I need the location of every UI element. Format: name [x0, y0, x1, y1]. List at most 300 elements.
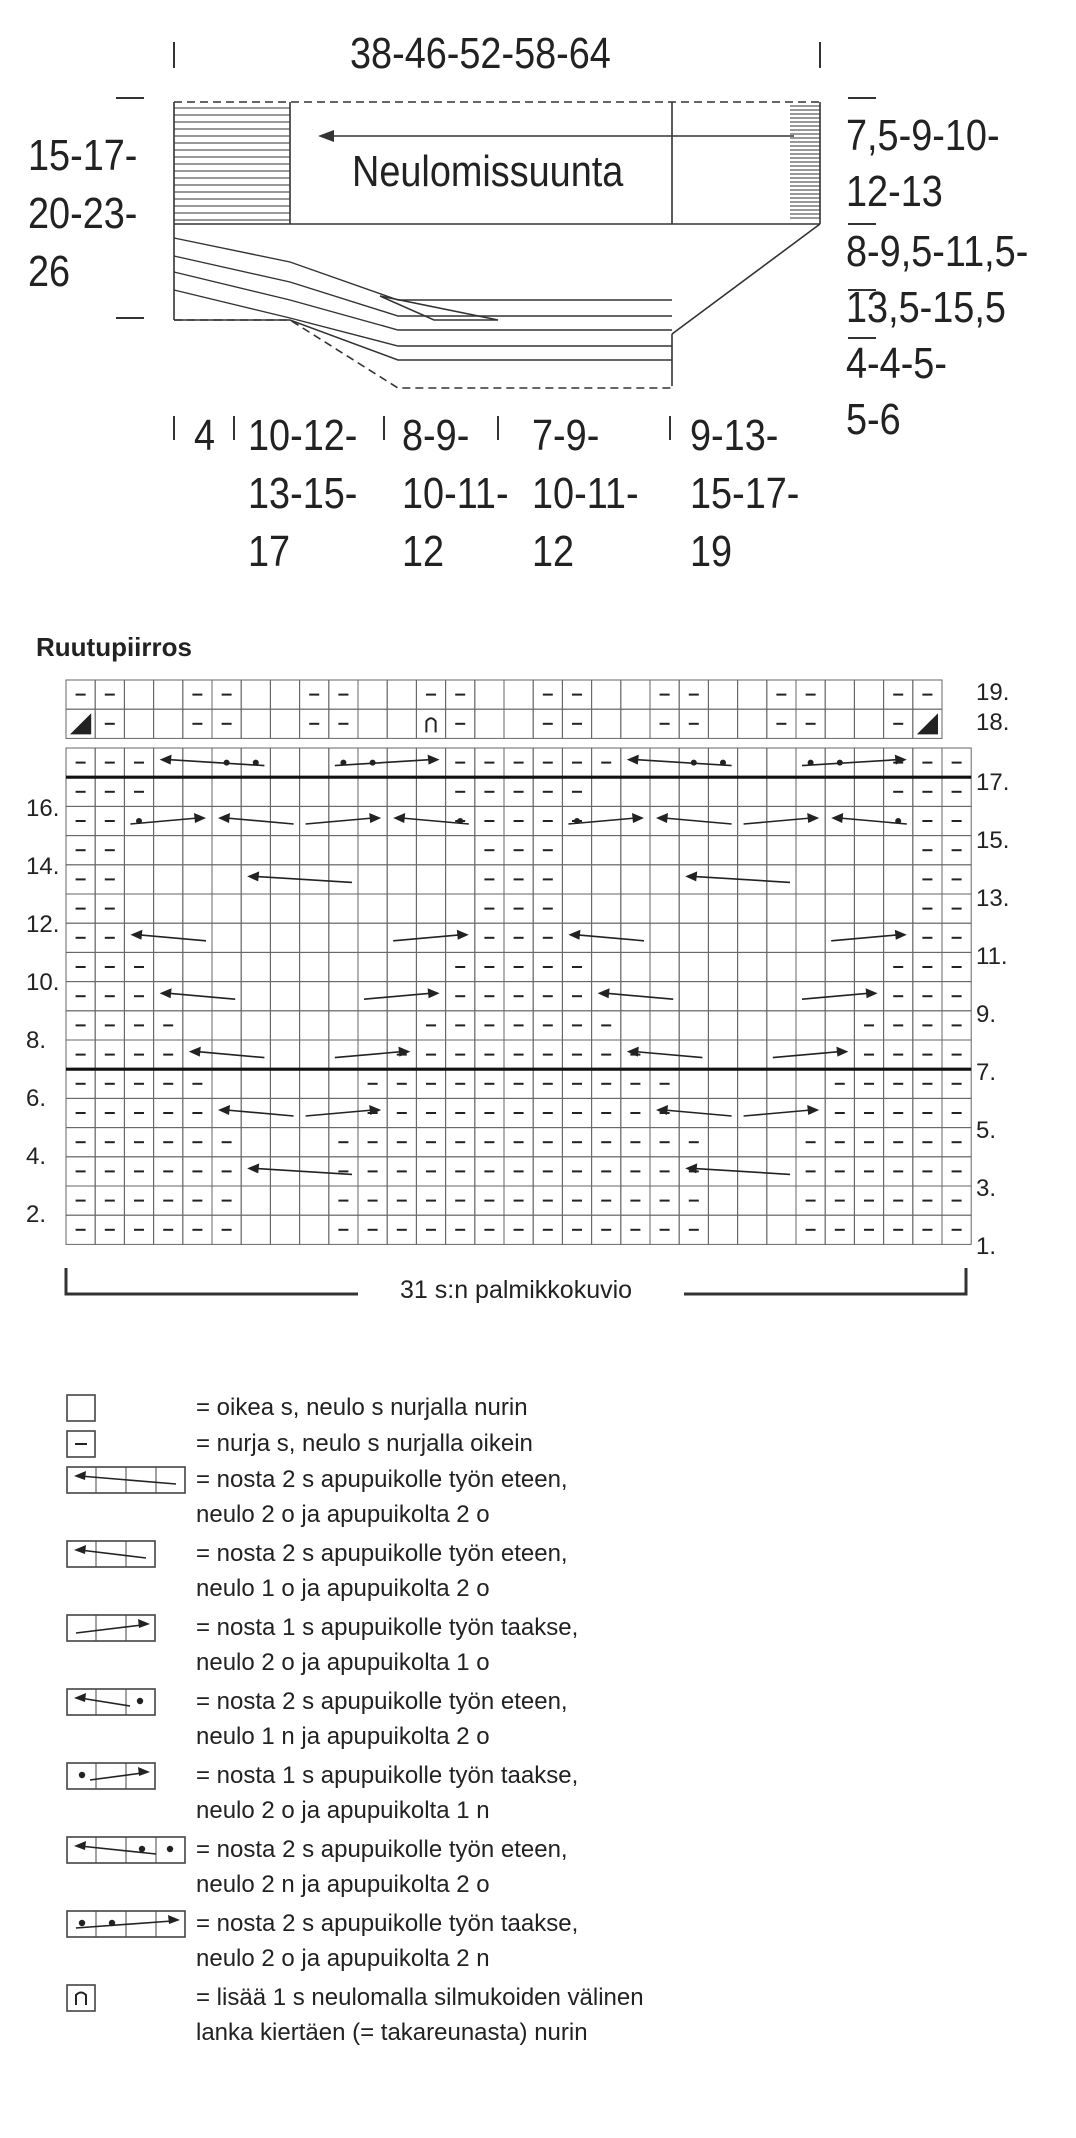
- chart-cell: [738, 836, 767, 865]
- chart-cell: [854, 836, 883, 865]
- row-number-16: 16.: [26, 795, 60, 822]
- chart-cell: [708, 777, 737, 806]
- decrease-icon: [70, 713, 91, 734]
- chart-cell: [300, 923, 329, 952]
- chart-cell: [329, 777, 358, 806]
- bottom-label-2-line-2: 13-15-: [248, 469, 358, 518]
- row-number-19: 19.: [976, 679, 1010, 706]
- cable-arrow: [744, 813, 820, 824]
- legend-text-cable-1p-2-right-2: neulo 2 o ja apupuikolta 1 n: [196, 1797, 490, 1824]
- chart-cell: [329, 894, 358, 923]
- chart-cell: [300, 777, 329, 806]
- chart-cell: [183, 865, 212, 894]
- chart-cell: [300, 1040, 329, 1069]
- chart-cell: [270, 1215, 299, 1244]
- chart-cell: [270, 836, 299, 865]
- chart-cell: [592, 836, 621, 865]
- chart-cell: [621, 836, 650, 865]
- row-number-8: 8.: [26, 1027, 47, 1054]
- chart-cell: [270, 952, 299, 981]
- chart-cell: [241, 836, 270, 865]
- chart-cell: [854, 680, 883, 709]
- chart-cell: [270, 1128, 299, 1157]
- chart-cell: [738, 923, 767, 952]
- cable-2-purl-over-2-right-icon: [66, 1910, 190, 1940]
- chart-cell: [387, 836, 416, 865]
- chart-cell: [767, 836, 796, 865]
- chart-cell: [679, 1011, 708, 1040]
- cable-arrow: [160, 988, 236, 999]
- chart-cell: [446, 836, 475, 865]
- body-outline: [174, 102, 820, 388]
- chart-cell: [708, 806, 737, 835]
- chart-cell: [358, 709, 387, 738]
- chart-cell: [300, 894, 329, 923]
- chart-cell: [241, 1011, 270, 1040]
- decrease-icon: [917, 713, 938, 734]
- legend-item-cable-2-1-left: [0, 1536, 1076, 1606]
- chart-cell: [241, 1069, 270, 1098]
- chart-cell: [767, 1040, 796, 1069]
- chart-cell: [650, 894, 679, 923]
- legend-text-cable-1-2-right-2: neulo 2 o ja apupuikolta 1 o: [196, 1649, 490, 1676]
- bottom-label-3-line-2: 10-11-: [402, 469, 509, 518]
- chart-cell: [124, 894, 153, 923]
- make-one-purl-icon: [66, 1984, 100, 2014]
- chart-cell: [708, 952, 737, 981]
- legend-text-cable-2-1-left-2: neulo 1 o ja apupuikolta 2 o: [196, 1575, 490, 1602]
- chart-cell: [650, 1011, 679, 1040]
- chart-cell: [358, 865, 387, 894]
- chart-cell: [738, 806, 767, 835]
- chart-cell: [183, 923, 212, 952]
- bottom-label-3-line-1: 8-9-: [402, 411, 470, 460]
- chart-cell: [884, 894, 913, 923]
- cable-arrow: [218, 1105, 294, 1116]
- chart-cell: [183, 836, 212, 865]
- legend-text-cable-2p-2-right-1: = nosta 2 s apupuikolle työn taakse,: [196, 1910, 579, 1937]
- chart-cell: [592, 680, 621, 709]
- bottom-label-4-line-2: 10-11-: [532, 469, 639, 518]
- chart-cell: [708, 1069, 737, 1098]
- chart-cell: [708, 982, 737, 1011]
- chart-cell: [679, 777, 708, 806]
- chart-cell: [738, 1128, 767, 1157]
- chart-cell: [212, 923, 241, 952]
- chart-cell: [270, 680, 299, 709]
- row-number-5: 5.: [976, 1117, 997, 1144]
- knitting-chart: [0, 620, 1076, 1320]
- chart-cell: [358, 894, 387, 923]
- chart-cell: [212, 982, 241, 1011]
- chart-cell: [416, 865, 445, 894]
- chart-cell: [387, 923, 416, 952]
- legend-item-cable-1-2-right: [0, 1610, 1076, 1680]
- chart-cell: [270, 709, 299, 738]
- chart-cell: [416, 777, 445, 806]
- chart-cell: [154, 865, 183, 894]
- chart-cell: [767, 1011, 796, 1040]
- chart-cell: [446, 865, 475, 894]
- chart-cell: [854, 709, 883, 738]
- cable-arrow: [656, 813, 732, 824]
- legend-text-cable-2-1-left-1: = nosta 2 s apupuikolle työn eteen,: [196, 1540, 568, 1567]
- chart-cell: [708, 1186, 737, 1215]
- row-number-3: 3.: [976, 1175, 997, 1202]
- chart-cell: [708, 680, 737, 709]
- chart-cell: [825, 923, 854, 952]
- row-number-11: 11.: [976, 943, 1008, 970]
- chart-cell: [825, 836, 854, 865]
- chart-cell: [621, 894, 650, 923]
- chart-cell: [738, 982, 767, 1011]
- chart-cell: [300, 806, 329, 835]
- bottom-label-1-line-1: 4: [194, 411, 216, 460]
- chart-cell: [329, 836, 358, 865]
- row-number-4: 4.: [26, 1143, 47, 1170]
- chart-cell: [300, 982, 329, 1011]
- chart-cell: [621, 1011, 650, 1040]
- chart-cell: [679, 923, 708, 952]
- chart-cell: [767, 1128, 796, 1157]
- chart-cell: [854, 894, 883, 923]
- chart-cell: [679, 1040, 708, 1069]
- chart-cell: [154, 709, 183, 738]
- row-number-9: 9.: [976, 1001, 997, 1028]
- chart-cell: [825, 952, 854, 981]
- chart-cell: [154, 836, 183, 865]
- chart-cell: [329, 865, 358, 894]
- right-label-5: 4-4-5-: [846, 339, 947, 388]
- chart-cell: [825, 865, 854, 894]
- cable-2-over-2-left-icon: [66, 1466, 190, 1496]
- chart-cell: [738, 1040, 767, 1069]
- chart-cell: [300, 1186, 329, 1215]
- row-number-13: 13.: [976, 885, 1010, 912]
- chart-cell: [767, 894, 796, 923]
- cable-arrow: [598, 988, 674, 999]
- chart-cell: [796, 1011, 825, 1040]
- chart-cell: [854, 777, 883, 806]
- chart-cell: [825, 1011, 854, 1040]
- chart-cell: [329, 1040, 358, 1069]
- chart-cell: [650, 836, 679, 865]
- chart-cell: [621, 865, 650, 894]
- chart-cell: [358, 1011, 387, 1040]
- chart-cell: [796, 982, 825, 1011]
- chart-cell: [446, 894, 475, 923]
- chart-cell: [183, 894, 212, 923]
- cable-arrow: [306, 813, 382, 824]
- chart-cell: [241, 680, 270, 709]
- chart-cell: [679, 894, 708, 923]
- chart-cell: [854, 952, 883, 981]
- chart-cell: [270, 1011, 299, 1040]
- chart-cell: [212, 836, 241, 865]
- knit-stitch-icon: [66, 1394, 100, 1424]
- bottom-label-2-line-3: 17: [248, 527, 291, 576]
- chart-cell: [796, 923, 825, 952]
- chart-cell: [300, 1215, 329, 1244]
- legend-item-cable-2-2p-left: [0, 1832, 1076, 1902]
- chart-cell: [329, 1011, 358, 1040]
- chart-cell: [592, 709, 621, 738]
- lower-rib-lines: [174, 238, 672, 346]
- cable-arrow: [773, 1047, 849, 1058]
- cable-2-over-1-left-icon: [66, 1540, 160, 1570]
- chart-cell: [300, 1128, 329, 1157]
- bottom-label-2-line-1: 10-12-: [248, 411, 358, 460]
- chart-cell: [475, 709, 504, 738]
- chart-cell: [358, 836, 387, 865]
- chart-cell: [270, 923, 299, 952]
- chart-cell: [825, 894, 854, 923]
- chart-cell: [592, 777, 621, 806]
- chart-cell: [562, 894, 591, 923]
- row-number-18: 18.: [976, 709, 1010, 736]
- chart-cell: [796, 865, 825, 894]
- chart-cell: [738, 680, 767, 709]
- chart-cell: [154, 680, 183, 709]
- chart-cell: [183, 952, 212, 981]
- chart-cell: [592, 865, 621, 894]
- legend-text-cable-2-2-left-2: neulo 2 o ja apupuikolta 2 o: [196, 1501, 490, 1528]
- chart-cell: [329, 952, 358, 981]
- chart-cell: [738, 952, 767, 981]
- chart-cell: [738, 1069, 767, 1098]
- row-number-15: 15.: [976, 827, 1010, 854]
- chart-cell: [738, 1186, 767, 1215]
- chart-cell: [796, 952, 825, 981]
- chart-cell: [358, 777, 387, 806]
- left-rib-hatching: [174, 108, 290, 220]
- purl-stitch-icon: [66, 1430, 100, 1460]
- chart-cell: [241, 1186, 270, 1215]
- cable-2-over-1-purl-left-icon: [66, 1688, 160, 1718]
- chart-cell: [825, 680, 854, 709]
- chart-cell: [241, 923, 270, 952]
- chart-cell: [708, 1215, 737, 1244]
- legend-text-make-one-purl-1: = lisää 1 s neulomalla silmukoiden välinen: [196, 1984, 644, 2011]
- chart-cell: [300, 748, 329, 777]
- chart-cell: [387, 894, 416, 923]
- chart-cell: [650, 923, 679, 952]
- chart-cell: [796, 777, 825, 806]
- legend-text-cable-2p-2-right-2: neulo 2 o ja apupuikolta 2 n: [196, 1945, 490, 1972]
- chart-cell: [621, 777, 650, 806]
- legend-item-cable-2-1p-left: [0, 1684, 1076, 1754]
- cable-1-purl-over-2-right-icon: [66, 1762, 160, 1792]
- chart-cell: [708, 709, 737, 738]
- row-number-17: 17.: [976, 769, 1010, 796]
- legend-text-cable-2-2-left-1: = nosta 2 s apupuikolle työn eteen,: [196, 1466, 568, 1493]
- chart-cell: [270, 1040, 299, 1069]
- chart-cell: [212, 777, 241, 806]
- right-label-6: 5-6: [846, 395, 901, 444]
- chart-cell: [183, 1011, 212, 1040]
- row-number-12: 12.: [26, 911, 60, 938]
- bottom-label-5-line-1: 9-13-: [690, 411, 779, 460]
- chart-cell: [708, 923, 737, 952]
- cable-arrow: [831, 930, 907, 941]
- cable-arrow: [568, 813, 644, 824]
- chart-cell: [212, 1011, 241, 1040]
- chart-cell: [241, 709, 270, 738]
- cable-2-over-2-purl-left-icon: [66, 1836, 190, 1866]
- legend-item-make-one-purl: [0, 1980, 1076, 2050]
- cable-arrow: [218, 813, 294, 824]
- direction-arrow: [318, 130, 794, 142]
- chart-cell: [796, 1069, 825, 1098]
- chart-cell: [183, 777, 212, 806]
- top-width-label: 38-46-52-58-64: [350, 29, 611, 78]
- row-number-7: 7.: [976, 1059, 997, 1086]
- chart-cell: [767, 1069, 796, 1098]
- right-rib-hatching: [790, 106, 820, 218]
- row-number-1: 1.: [976, 1233, 997, 1260]
- chart-cell: [679, 982, 708, 1011]
- chart-cell: [212, 1069, 241, 1098]
- chart-cell: [241, 1040, 270, 1069]
- cable-arrow: [189, 1047, 265, 1058]
- chart-cell: [650, 952, 679, 981]
- chart-cell: [387, 865, 416, 894]
- chart-cell: [767, 777, 796, 806]
- chart-cell: [416, 709, 445, 738]
- legend-text-knit: = oikea s, neulo s nurjalla nurin: [196, 1394, 528, 1421]
- right-label-1: 7,5-9-10-: [846, 111, 1000, 160]
- chart-cell: [562, 836, 591, 865]
- chart-cell: [621, 680, 650, 709]
- chart-cell: [592, 894, 621, 923]
- chart-grid-top: [66, 680, 942, 738]
- cable-arrow: [568, 930, 644, 941]
- chart-cell: [124, 836, 153, 865]
- chart-cell: [416, 894, 445, 923]
- chart-cell: [270, 1186, 299, 1215]
- cable-arrow: [744, 1105, 820, 1116]
- bottom-label-4-line-3: 12: [532, 527, 575, 576]
- chart-cell: [212, 952, 241, 981]
- chart-cell: [241, 1128, 270, 1157]
- chart-cell: [767, 865, 796, 894]
- chart-cell: [300, 1011, 329, 1040]
- chart-cell: [767, 952, 796, 981]
- chart-cell: [387, 777, 416, 806]
- right-label-3: 8-9,5-11,5-: [846, 227, 1029, 276]
- chart-cell: [300, 1098, 329, 1127]
- legend-item-cable-2-2-left: [0, 1462, 1076, 1532]
- chart-cell: [504, 680, 533, 709]
- chart-cell: [650, 982, 679, 1011]
- chart-cell: [884, 836, 913, 865]
- chart-cell: [884, 865, 913, 894]
- bottom-label-5-line-3: 19: [690, 527, 733, 576]
- chart-cell: [854, 865, 883, 894]
- row-number-10: 10.: [26, 969, 60, 996]
- chart-cell: [387, 680, 416, 709]
- chart-cell: [708, 1011, 737, 1040]
- left-height-line-3: 26: [28, 247, 71, 296]
- cable-arrow: [130, 930, 206, 941]
- legend-item-cable-1p-2-right: [0, 1758, 1076, 1828]
- cable-arrow: [306, 1105, 382, 1116]
- chart-cell: [241, 982, 270, 1011]
- chart-cell: [270, 982, 299, 1011]
- legend-text-cable-2-2p-left-1: = nosta 2 s apupuikolle työn eteen,: [196, 1836, 568, 1863]
- row-number-6: 6.: [26, 1085, 47, 1112]
- cable-arrow: [335, 1047, 411, 1058]
- chart-cell: [825, 709, 854, 738]
- chart-cell: [738, 777, 767, 806]
- chart-cell: [416, 836, 445, 865]
- cable-arrow: [802, 988, 878, 999]
- right-label-2: 12-13: [846, 167, 943, 216]
- chart-title: Ruutupiirros: [36, 632, 192, 662]
- chart-cell: [738, 1098, 767, 1127]
- chart-cell: [475, 680, 504, 709]
- chart-cell: [708, 894, 737, 923]
- chart-cell: [708, 1128, 737, 1157]
- chart-cell: [300, 1069, 329, 1098]
- chart-cell: [241, 952, 270, 981]
- chart-cell: [270, 748, 299, 777]
- legend-text-cable-1-2-right-1: = nosta 1 s apupuikolle työn taakse,: [196, 1614, 579, 1641]
- bottom-label-4-line-1: 7-9-: [532, 411, 600, 460]
- chart-cell: [738, 748, 767, 777]
- chart-cell: [241, 777, 270, 806]
- chart-cell: [562, 865, 591, 894]
- chart-cell: [270, 777, 299, 806]
- chart-cell: [738, 1215, 767, 1244]
- right-label-4: 13,5-15,5: [846, 283, 1006, 332]
- left-height-line-2: 20-23-: [28, 189, 138, 238]
- chart-cell: [329, 1069, 358, 1098]
- chart-cell: [154, 952, 183, 981]
- chart-cell: [650, 777, 679, 806]
- chart-cell: [708, 1040, 737, 1069]
- chart-cell: [767, 748, 796, 777]
- chart-cell: [387, 709, 416, 738]
- chart-cell: [300, 952, 329, 981]
- row-number-2: 2.: [26, 1201, 47, 1228]
- cable-arrow: [130, 813, 206, 824]
- chart-symbols: [130, 755, 906, 1175]
- row-number-14: 14.: [26, 853, 60, 880]
- legend-text-cable-2-1p-left-1: = nosta 2 s apupuikolle työn eteen,: [196, 1688, 568, 1715]
- chart-cell: [329, 923, 358, 952]
- cable-arrow: [831, 813, 907, 824]
- chart-cell: [154, 777, 183, 806]
- chart-cell: [504, 709, 533, 738]
- left-height-line-1: 15-17-: [28, 131, 138, 180]
- chart-cell: [767, 1157, 796, 1186]
- bottom-label-5-line-2: 15-17-: [690, 469, 800, 518]
- cable-arrow: [393, 813, 469, 824]
- chart-cell: [708, 1098, 737, 1127]
- chart-cell: [270, 894, 299, 923]
- legend-text-cable-1p-2-right-1: = nosta 1 s apupuikolle työn taakse,: [196, 1762, 579, 1789]
- chart-cell: [621, 923, 650, 952]
- chart-cell: [825, 777, 854, 806]
- cable-arrow: [393, 930, 469, 941]
- chart-cell: [329, 982, 358, 1011]
- chart-cell: [241, 1215, 270, 1244]
- chart-cell: [767, 923, 796, 952]
- cable-arrow: [656, 1105, 732, 1116]
- chart-cell: [358, 680, 387, 709]
- chart-cell: [416, 952, 445, 981]
